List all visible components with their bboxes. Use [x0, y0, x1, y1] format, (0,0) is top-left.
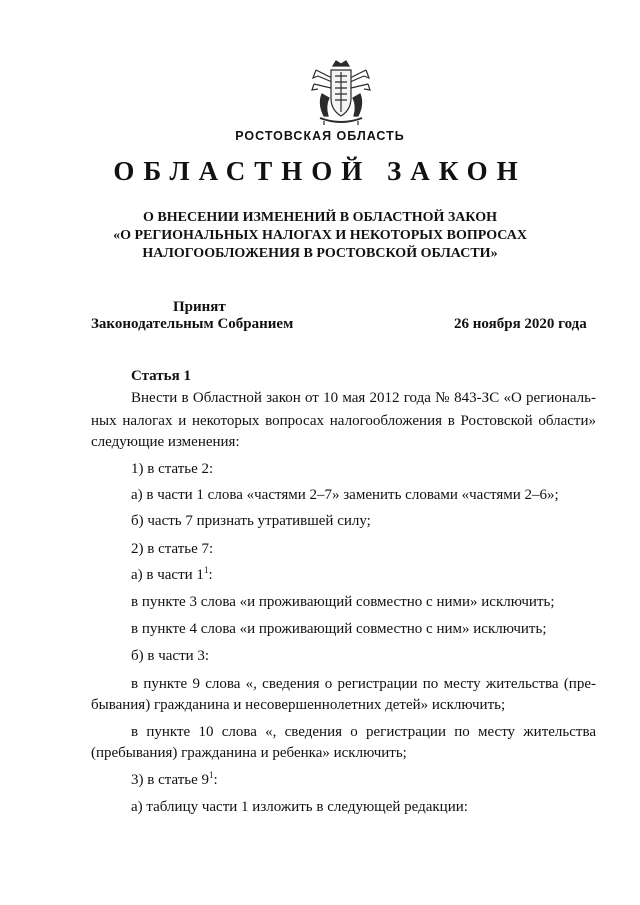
list-item: в пункте 9 слова «, сведения о регистрации по месту жительства (пре- [131, 676, 596, 692]
list-item-text: 3) в статье 9 [131, 772, 210, 788]
list-item: а) таблицу части 1 изложить в следующей редакции: [131, 799, 468, 815]
list-item [91, 565, 596, 586]
region-name: РОСТОВСКАЯ ОБЛАСТЬ [235, 129, 405, 143]
list-item: б) в части 3: [131, 648, 210, 664]
list-item: бывания) гражданина и несовершеннолетних детей» исключить; [91, 697, 506, 713]
list-item: а) в части 1 слова «частями 2–7» заменить словами «частями 2–6»; [131, 487, 559, 503]
article-heading: Статья 1 [131, 368, 191, 384]
list-item: в пункте 4 слова «и проживающий совместно с ним» исключить; [131, 621, 547, 637]
article-intro-line: следующие изменения: [91, 434, 240, 450]
list-item-text: : [208, 567, 213, 583]
article-intro-line: ных налогах и некоторых вопросах налогообложения в Ростовской области» [91, 413, 596, 429]
list-item-text: : [213, 772, 218, 788]
law-heading-line: «О РЕГИОНАЛЬНЫХ НАЛОГАХ И НЕКОТОРЫХ ВОПРОСАХ [113, 228, 527, 243]
law-type-title: ОБЛАСТНОЙ ЗАКОН [113, 156, 527, 186]
coat-of-arms-icon [306, 58, 376, 128]
list-item: (пребывания) гражданина и ребенка» исключить; [91, 745, 407, 761]
list-item: 1) в статье 2: [131, 461, 214, 477]
superscript: 1 [203, 565, 209, 575]
list-item: в пункте 10 слова «, сведения о регистрации по месту жительства [131, 724, 596, 740]
superscript: 1 [209, 770, 214, 780]
list-item: б) часть 7 признать утратившей силу; [131, 513, 371, 529]
law-heading-line: НАЛОГООБЛОЖЕНИЯ В РОСТОВСКОЙ ОБЛАСТИ» [142, 246, 498, 261]
article-intro-line: Внести в Областной закон от 10 мая 2012 года № 843-ЗС «О региональ- [131, 390, 596, 406]
adopting-body: Законодательным Собранием [91, 316, 294, 332]
list-item [91, 770, 596, 791]
law-heading [0, 209, 640, 263]
law-heading-line: О ВНЕСЕНИИ ИЗМЕНЕНИЙ В ОБЛАСТНОЙ ЗАКОН [143, 210, 497, 225]
adoption-date: 26 ноября 2020 года [454, 316, 587, 332]
adopted-label: Принят [173, 299, 226, 315]
list-item-text: а) в части 1 [131, 567, 204, 583]
list-item: в пункте 3 слова «и проживающий совместно с ними» исключить; [131, 594, 555, 610]
list-item: 2) в статье 7: [131, 541, 214, 557]
